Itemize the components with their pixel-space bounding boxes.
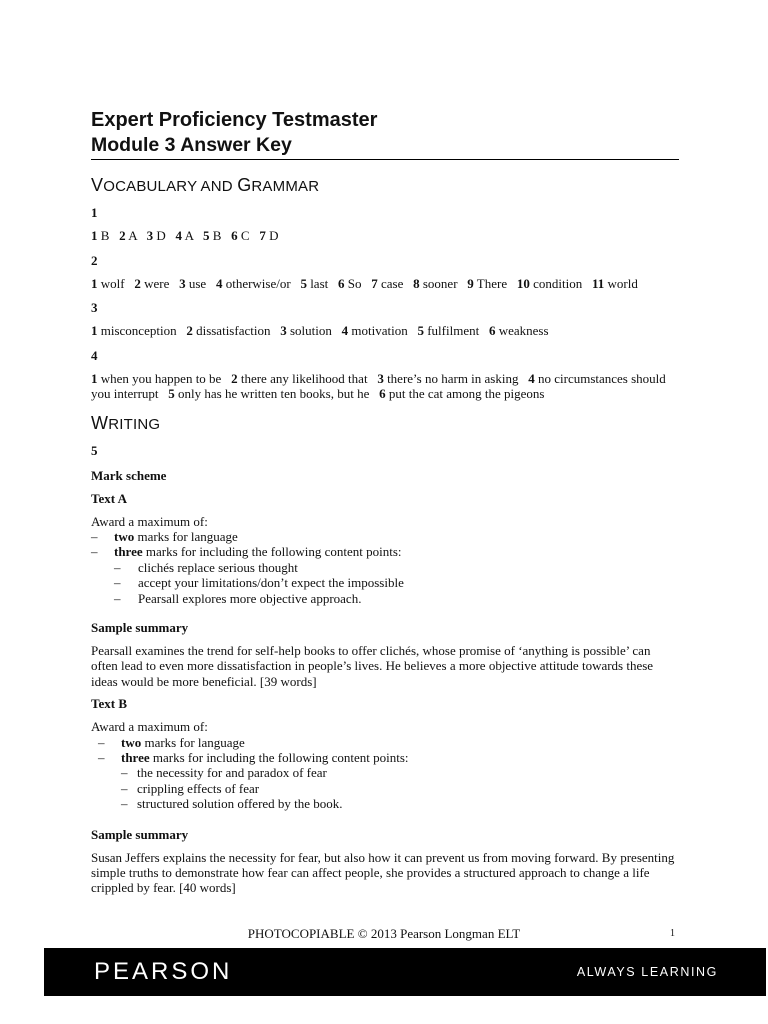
dash-bullet: – xyxy=(114,590,121,606)
exercise-number: 5 xyxy=(91,442,98,458)
answer-item: 6 weakness xyxy=(488,323,549,338)
answer-item: 2 there any likelihood that xyxy=(231,370,368,386)
marks-list xyxy=(91,735,679,766)
dash-bullet: – xyxy=(98,749,105,765)
answer-item: 2 were xyxy=(134,275,170,291)
text-b-criteria xyxy=(91,719,679,811)
sample-summary-text: Susan Jeffers explains the necessity for fear, but also how it can prevent us from moving forward. By presenting simple truths to demonstrate how fear can affect people, she provides a structured approach to change a life crippled by fear. [40 words] xyxy=(91,849,675,896)
answer-item: 4 no circumstances should you interrupt xyxy=(91,370,670,401)
content-points-list xyxy=(91,765,679,811)
answer-item: 11 world xyxy=(591,275,638,291)
tagline: ALWAYS LEARNING xyxy=(576,965,718,979)
answer-item: 1 wolf xyxy=(91,275,125,291)
answer-item: 1 B xyxy=(91,228,110,243)
section-heading-writing: WRITING xyxy=(91,412,161,433)
list-item: – crippling effects of fear xyxy=(121,780,260,796)
answer-list xyxy=(91,228,679,244)
dash-bullet: – xyxy=(114,559,121,575)
answer-item: 7 D xyxy=(259,228,279,243)
exercise-number: 1 xyxy=(91,205,98,220)
answer-item: 3 solution xyxy=(280,323,332,338)
list-item: – Pearsall explores more objective approach. xyxy=(114,590,362,606)
dash-bullet: – xyxy=(121,780,128,796)
answer-item: 4 otherwise/or xyxy=(215,275,291,291)
mark-scheme-heading: Mark scheme xyxy=(91,467,167,483)
marks-list xyxy=(91,529,679,560)
criteria-intro: Award a maximum of: xyxy=(91,513,208,529)
page-number: 1 xyxy=(670,928,675,939)
page-subtitle: Module 3 Answer Key xyxy=(91,132,679,160)
answer-item: 1 when you happen to be xyxy=(91,370,222,386)
pearson-logo: PEARSON xyxy=(94,958,233,985)
answer-list xyxy=(91,323,679,339)
answer-item: 2 dissatisfaction xyxy=(186,323,271,338)
answer-item: 5 B xyxy=(203,228,222,243)
answer-item: 2 A xyxy=(119,228,137,243)
text-a-heading: Text A xyxy=(91,490,127,506)
answer-item: 3 use xyxy=(179,275,207,291)
exercise-number: 3 xyxy=(91,300,98,315)
answer-item: 5 only has he written ten books, but he xyxy=(168,386,370,401)
answer-item: 6 C xyxy=(231,228,250,243)
page-title: Expert Proficiency Testmaster xyxy=(91,109,378,131)
answer-item: 4 A xyxy=(175,228,194,243)
list-item: – clichés replace serious thought xyxy=(114,559,298,575)
answer-item: 5 last xyxy=(300,275,329,291)
criteria-intro: Award a maximum of: xyxy=(91,719,208,735)
answer-item: 6 put the cat among the pigeons xyxy=(379,386,545,401)
dash-bullet: – xyxy=(98,734,105,750)
answer-item: 1 misconception xyxy=(91,323,177,338)
exercise-number: 4 xyxy=(91,347,98,363)
list-item: – three marks for including the following content points: xyxy=(91,544,402,560)
sample-summary-text: Pearsall examines the trend for self-help books to offer clichés, whose promise of ‘anything is possible’ can often lead to even more dissatisfaction in people’s lives. He believes a more objective attitude towards these ideas would be more beneficial. [39 words] xyxy=(91,642,654,689)
answer-item: 9 There xyxy=(467,275,508,291)
content-points-list xyxy=(91,560,679,606)
dash-bullet: – xyxy=(121,765,128,781)
copyright-notice: PHOTOCOPIABLE © 2013 Pearson Longman ELT xyxy=(247,926,521,941)
answer-item: 8 sooner xyxy=(413,275,458,291)
sample-summary-heading: Sample summary xyxy=(91,826,189,842)
answer-item: 7 case xyxy=(371,275,404,291)
dash-bullet: – xyxy=(114,575,121,591)
exercise-number: 2 xyxy=(91,252,98,268)
answer-list xyxy=(91,371,679,402)
answer-item: 4 motivation xyxy=(341,323,408,338)
list-item: – structured solution offered by the book. xyxy=(121,796,343,812)
answer-list xyxy=(91,276,679,292)
text-a-criteria xyxy=(91,514,679,606)
dash-bullet: – xyxy=(91,528,98,544)
list-item: – three marks for including the following content points: xyxy=(98,749,409,765)
dash-bullet: – xyxy=(121,796,128,812)
list-item: – two marks for language xyxy=(98,734,245,750)
dash-bullet: – xyxy=(91,544,98,560)
answer-key-page xyxy=(91,108,679,896)
answer-item: 5 fulfilment xyxy=(417,323,480,338)
text-b-heading: Text B xyxy=(91,696,127,712)
answer-item: 3 there’s no harm in asking xyxy=(377,370,519,386)
answer-item: 10 condition xyxy=(516,275,583,291)
section-heading-vocabulary: VOCABULARY AND GRAMMAR xyxy=(91,175,320,195)
list-item: – the necessity for and paradox of fear xyxy=(121,765,327,781)
list-item: – accept your limitations/don’t expect the impossible xyxy=(114,575,404,591)
answer-item: 6 So xyxy=(338,275,362,291)
answer-item: 3 D xyxy=(146,228,166,243)
list-item: – two marks for language xyxy=(91,528,238,544)
brand-footer-bar xyxy=(44,948,766,996)
sample-summary-heading: Sample summary xyxy=(91,619,189,635)
